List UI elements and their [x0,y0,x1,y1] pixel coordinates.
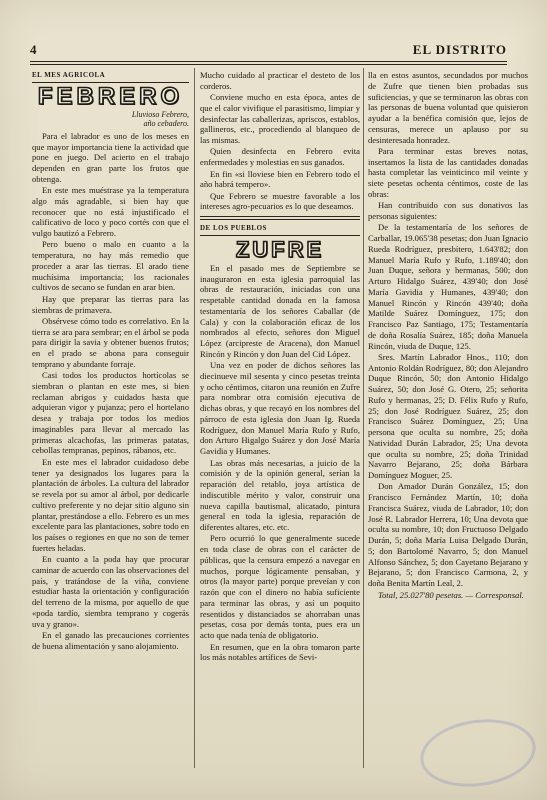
paragraph: Sres. Martín Labrador Hnos., 110; don Antonio Roldán Rodríguez, 80; don Alejandro Duque Rincón, 50; don Antonio Hidalgo Suárez, 50; don José G. Otero, 25; señorita Rufo y hermanas, 25; D. Félix Rufo y Rufo, 25; don José Rodríguez Suárez, 25; don Francisco Suárez Domínguez, 25; Una persona que oculta su nombre, 25; doña Natividad Durán Labrador, 25; Una devota que oculta su nombre, 25; doña Trinidad Navarro Bejarano, 25; doña Bárbara Domínguez Moguer, 25. [368,351,528,481]
paragraph: Las obras más necesarias, a juicio de la comisión y de la opinión general, serían la reparación del retablo, joya artística de indiscutible mérito y valor, construir una nueva capilla bautismal, alicatado, pintura general en toda la iglesia, reparación de diferentes altares, etc. etc. [200,457,360,533]
paragraph: lla en estos asuntos, secundados por muchos de Zufre que tienen bien probadas sus suficiencias, y que se terminaron las obras con las personas de buena voluntad que quisieron ayudar a la benéfica comisión que, lejos de censuras, merece un aplauso por su desinteresada honradez. [368,70,528,145]
paragraph: Obsérvese cómo todo es correlativo. En la tierra se ara para sembrar; en el árbol se poda para dirigir la savia y obtener buenos frutos; en el prado se abona para conseguir temprano y abundante forraje. [32,315,189,369]
paragraph: Para terminar estas breves notas, insertamos la lista de las cantidades donadas hasta completar las veinticinco mil veinte y siete pesetas ochenta céntimos, coste de las obras: [368,145,528,199]
page-header [30,42,507,62]
paragraph: De la testamentaría de los señores de Carballar, 19.065'38 pesetas; don Juan Ignacio Rueda Rodríguez, presbítero, 1.643'82; don Manuel María Rufo y Rufo, 1.189'40; don Juan Duque, señora y hermanas, 500; don Arturo Hidalgo Suárez, 439'40; don José María Gavidia y Humanes, 439'40; don Manuel Rincón y Rincón 439'40; doña Matilde Suárez Domínguez, 175; don Francisco Paz Santiago, 175; Testamentaría de doña Rosalía Suárez, 185; doña Manuela Rincón, viuda de Duque, 125. [368,222,528,351]
article-epigraph [32,110,189,128]
column-1 [32,70,189,652]
article-signature: Total, 25.027'80 pesetas. — Corresponsal. [378,589,524,600]
paragraph: En el ganado las precauciones corrientes de buena alimentación y sano alojamiento. [32,630,189,651]
newspaper-title: EL DISTRITO [412,42,507,57]
paragraph: En resumen, que en la obra tomaron parte los más notables artífices de Sevi- [200,641,360,663]
library-stamp-watermark [416,712,540,794]
paragraph: En este mes muéstrase ya la temperatura algo más agradable, si bien hay que reconocer que no está injustificado el calificativo de loco y poco cortés con que el vulgo bautizó a Febrero. [32,185,189,239]
paragraph: Para el labrador es uno de los meses en que mayor importancia tiene la actividad que pone en juego. Del acierto en el trabajo dependen en gran parte los frutos que obtenga. [32,130,189,184]
header-rule [30,61,507,65]
column-3 [368,70,528,600]
paragraph: En el pasado mes de Septiembre se inauguraron en esta iglesia parroquial las obras de restauración, iniciadas con una respetable cantidad donada en la famosa testamentaría de los señores Caballar (de Cala) y con la colaboración eficaz de los nombrados al efecto, señores don Miguel López (arcipreste de Aracena), don Manuel Rincón y Rincón y don Juan del Cid López. [200,262,360,359]
paragraph: Hay que preparar las tierras para las siembras de primavera. [32,293,189,315]
paragraph: Han contribuido con sus donativos las personas siguientes: [368,200,528,221]
section-label: DE LOS PUEBLOS [200,223,360,236]
article-title: FEBRERO [37,82,184,110]
section-label: EL MES AGRICOLA [32,70,189,83]
paragraph: Una vez en poder de dichos señores las diecinueve mil sesenta y cinco pesetas treinta y ocho céntimos, citaron una reunión en Zufre para nombrar otra comisión ejecutiva de dichas obras, y que recayó en los nombres del párroco de esta iglesia don Juan Ig. Rueda Rodríguez, don Manuel María Rufo y Rufo, don Arturo Higalgo Suárez y don José María Gavidia y Humanes. [200,360,360,457]
paragraph: Casi todos los productos hortícolas se siembran o plantan en este mes, si bien reclaman abrigos y cuidados hasta que adquieran vigor y pujanza; pero el hortelano desea y trabaja por todos los medios imaginables para llevar al mercado las primeras alcachofas, las primeras patatas, cebollas tempranas, pepinos, rábanos, etc. [32,370,189,456]
paragraph: En fin «si lloviese bien en Febrero todo el año habrá tempero». [200,168,360,190]
article-title: ZUFRE [235,236,325,262]
paragraph: Conviene mucho en esta época, antes de que el calor vivifique el parasitismo, limpiar y desinfectar las caballerizas, apriscos, establos, gallineros, etc., procediendo al blanqueo de las mismas. [200,92,360,146]
epigraph-line: año cebadero. [143,118,189,128]
paragraph: En cuanto a la poda hay que procurar caminar de acuerdo con las observaciones del país, y tratándose de la viña, conviene estudiar hasta la orientación y configuración del terreno de la misma, por aquello de que «poda tardío, siembra temprano y cogerás uva y grano». [32,554,190,629]
paragraph: En este mes el labrador cuidadoso debe tener ya designados los lugares para la plantación de árboles. La cultura del labrador se revela por su amor al árbol, por dedicarle cultivo preferente y no dejar sitio alguno sin plantar, prestándose a ello. Febrero es un mes excelente para las plantaciones, sobre todo en los países o regiones en que no son de temer fuertes heladas. [32,456,189,553]
paragraph: Que Febrero se muestre favorable a los intereses agro-pecuarios es lo que deseamos. [200,190,360,212]
paragraph: Quien desinfecta en Febrero evita enfermedades y molestias en sus ganados. [200,146,360,168]
column-2 [200,70,360,663]
paragraph: Mucho cuidado al practicar el desteto de los corderos. [200,70,360,91]
column-rule [363,68,364,768]
epigraph-line: Lluvioso Febrero, [131,109,189,119]
page-number: 4 [30,42,37,57]
paragraph: Pero bueno o malo en cuanto a la temperatura, no hay más remedio que proceder a arar las tierras. El arado tiene muchísima importancia; los racionales cultivos de secano se fundan en arar bien. [32,239,189,293]
paragraph: Don Amador Durán González, 15; don Francisco Fernández Martín, 10; doña Francisca Suárez, viuda de Labrador, 10; don José R. Labrador Herrera, 10; Una devota que oculta su nombre, 10; don Fructuoso Delgado Durán, 5; doña María Luisa Delgado Durán, 5; don Bartolomé Navarro, 5; don Manuel Alfonso Sánchez, 5; don Cayetano Bejarano y Bejarano, 5; don Francisco Carmona, 2, y doña Benita Martín Leal, 2. [368,481,528,589]
column-rule [194,68,195,768]
section-divider [200,216,360,220]
paragraph: Pero ocurrió lo que generalmente sucede en toda clase de obras con el carácter de públicas, que la censura empezó a navegar en muchos, porque lógicamente pensaban, y otros (la mayor parte) porque preveían y con razón que con el dinero no había suficiente para terminar las obras, y así un poquito resentidos y distanciados se ahorraban unas pesetas, cosa por demás tonta, pues era un acto que nada tenía de obligatorio. [200,533,360,641]
